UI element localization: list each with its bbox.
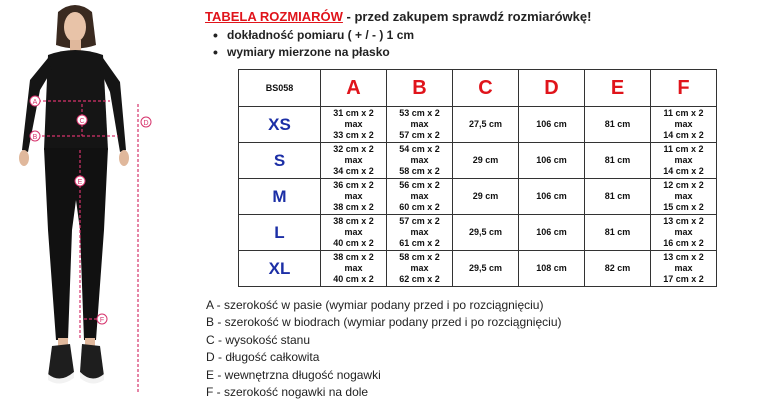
cell-f: 13 cm x 2 max 17 cm x 2 — [651, 251, 717, 287]
model-leggings — [44, 148, 108, 340]
model-figure — [0, 0, 200, 411]
marker-b-label: B — [32, 134, 38, 141]
cell-c: 27,5 cm — [453, 107, 519, 143]
model-left-shoe — [48, 344, 74, 379]
title-size-chart: TABELA ROZMIARÓW — [205, 9, 343, 24]
cell-b: 53 cm x 2 max 57 cm x 2 — [387, 107, 453, 143]
bullet-flat-measure: • wymiary mierzone na płasko — [213, 44, 765, 61]
bullet-list — [205, 27, 765, 61]
size-label: S — [239, 143, 321, 179]
cell-e: 81 cm — [585, 143, 651, 179]
cell-f: 11 cm x 2 max 14 cm x 2 — [651, 143, 717, 179]
cell-e: 81 cm — [585, 215, 651, 251]
cell-a: 38 cm x 2 max 40 cm x 2 — [321, 251, 387, 287]
column-header-d: D — [519, 70, 585, 107]
table-row — [239, 215, 717, 251]
cell-d: 106 cm — [519, 179, 585, 215]
column-header-b: B — [387, 70, 453, 107]
cell-d: 106 cm — [519, 143, 585, 179]
measurement-legend — [206, 297, 766, 401]
legend-item-d: D - długość całkowita — [206, 350, 320, 365]
cell-e: 81 cm — [585, 107, 651, 143]
cell-b: 56 cm x 2 max 60 cm x 2 — [387, 179, 453, 215]
marker-e-label: E — [77, 179, 83, 186]
cell-c: 29 cm — [453, 143, 519, 179]
cell-c: 29,5 cm — [453, 215, 519, 251]
legend-item-e: E - wewnętrzna długość nogawki — [206, 367, 381, 382]
table-row — [239, 143, 717, 179]
cell-c: 29,5 cm — [453, 251, 519, 287]
bullet-accuracy: • dokładność pomiaru ( + / - ) 1 cm — [213, 27, 765, 44]
marker-a-label: A — [32, 99, 38, 106]
marker-f-label: F — [99, 317, 105, 324]
cell-e: 82 cm — [585, 251, 651, 287]
size-table — [238, 69, 717, 287]
model-right-hand — [119, 150, 129, 166]
cell-f: 13 cm x 2 max 16 cm x 2 — [651, 215, 717, 251]
product-code: BS058 — [239, 70, 321, 107]
legend-item-b: B - szerokość w biodrach (wymiar podany przed i po rozciągnięciu) — [206, 315, 562, 330]
cell-d: 108 cm — [519, 251, 585, 287]
legend-item-c: C - wysokość stanu — [206, 332, 311, 347]
cell-f: 12 cm x 2 max 15 cm x 2 — [651, 179, 717, 215]
page-title — [205, 8, 765, 25]
cell-a: 32 cm x 2 max 34 cm x 2 — [321, 143, 387, 179]
column-header-f: F — [651, 70, 717, 107]
model-right-shoe — [80, 344, 104, 379]
title-check-note: - przed zakupem sprawdź rozmiarówkę! — [342, 9, 592, 24]
model-sweater — [44, 50, 108, 150]
column-header-a: A — [321, 70, 387, 107]
size-label: L — [239, 215, 321, 251]
legend-item-a: A - szerokość w pasie (wymiar podany przed i po rozciągnięciu) — [206, 298, 544, 312]
cell-b: 58 cm x 2 max 62 cm x 2 — [387, 251, 453, 287]
cell-a: 38 cm x 2 max 40 cm x 2 — [321, 215, 387, 251]
cell-c: 29 cm — [453, 179, 519, 215]
size-label: XS — [239, 107, 321, 143]
model-left-hand — [19, 150, 29, 166]
table-row — [239, 251, 717, 287]
table-header-row — [239, 70, 717, 107]
header — [205, 8, 765, 61]
cell-d: 106 cm — [519, 107, 585, 143]
column-header-c: C — [453, 70, 519, 107]
cell-e: 81 cm — [585, 179, 651, 215]
table-row — [239, 179, 717, 215]
marker-c-label: C — [79, 118, 85, 125]
cell-a: 31 cm x 2 max 33 cm x 2 — [321, 107, 387, 143]
cell-d: 106 cm — [519, 215, 585, 251]
model-face — [64, 12, 86, 42]
cell-a: 36 cm x 2 max 38 cm x 2 — [321, 179, 387, 215]
cell-b: 57 cm x 2 max 61 cm x 2 — [387, 215, 453, 251]
marker-d-label: D — [143, 120, 149, 127]
column-header-e: E — [585, 70, 651, 107]
cell-b: 54 cm x 2 max 58 cm x 2 — [387, 143, 453, 179]
legend-item-f: F - szerokość nogawki na dole — [206, 385, 369, 400]
size-label: M — [239, 179, 321, 215]
cell-f: 11 cm x 2 max 14 cm x 2 — [651, 107, 717, 143]
size-label: XL — [239, 251, 321, 287]
table-row — [239, 107, 717, 143]
